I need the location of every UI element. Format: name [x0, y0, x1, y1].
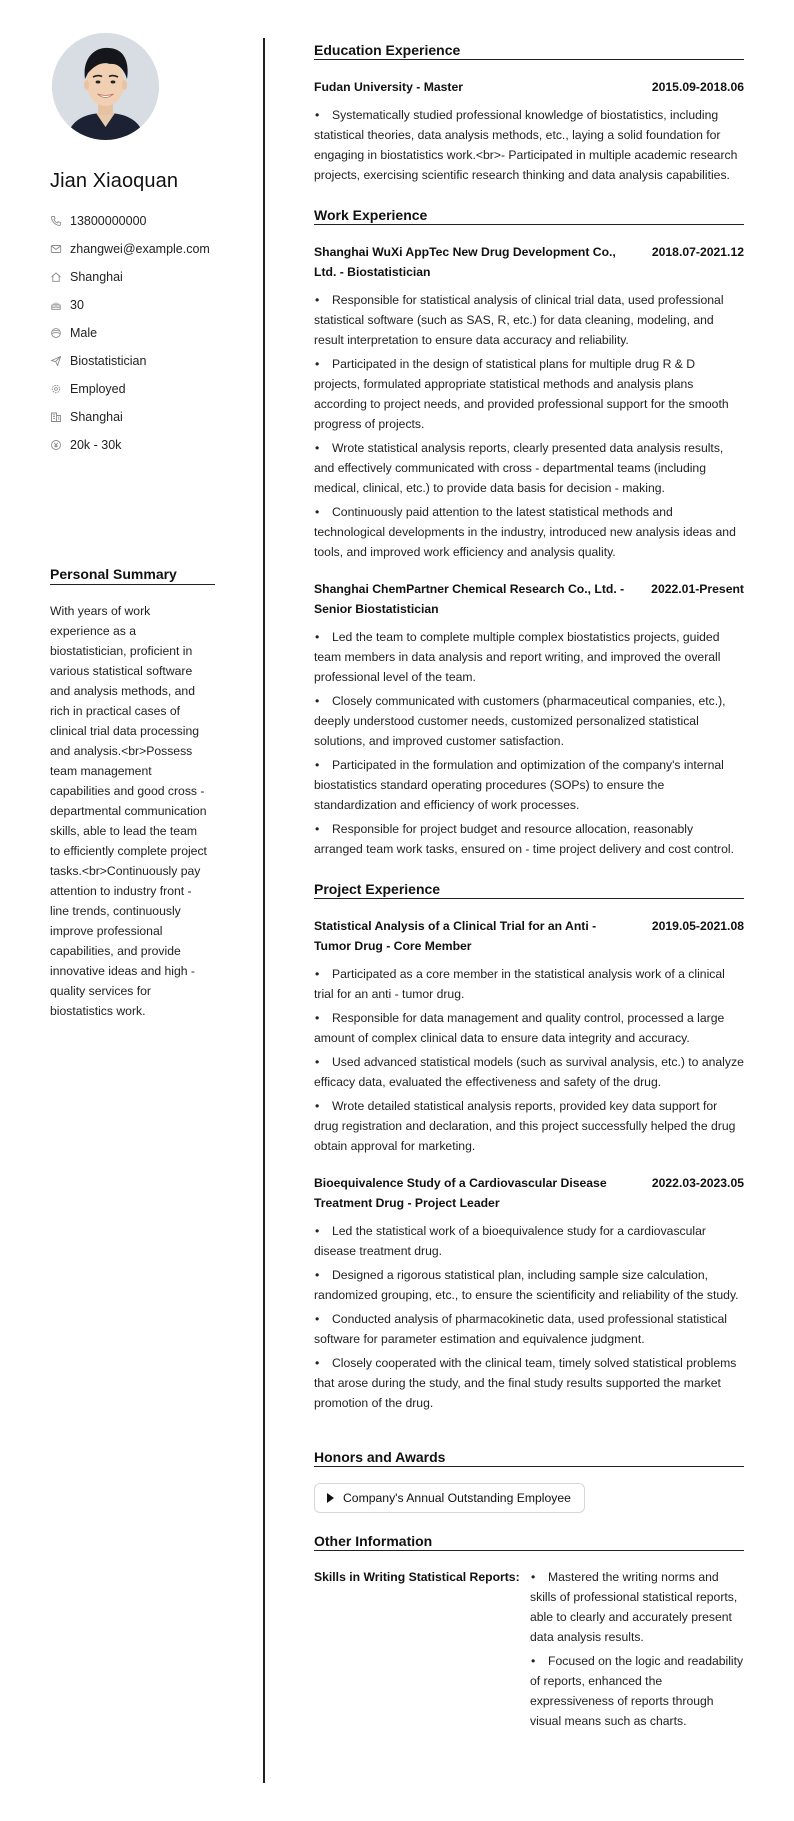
info-email [50, 235, 215, 263]
entry-header [314, 77, 744, 97]
other-info-row [314, 1567, 744, 1735]
info-position-value: Biostatistician [70, 354, 147, 368]
info-salary [50, 431, 215, 459]
personal-summary-title: Personal Summary [50, 566, 215, 585]
avatar [52, 33, 159, 140]
contact-info-list [50, 207, 215, 459]
award-label: Company's Annual Outstanding Employee [343, 1491, 571, 1505]
bullet-item: • Participated in the formulation and optimization of the company's internal biostatistics standard operating procedures (SOPs) to ensure the standardization and efficiency of work processes. [314, 755, 744, 815]
profile-name: Jian Xiaoquan [50, 170, 179, 192]
project-entry [314, 1173, 744, 1413]
entry-title: Bioequivalence Study of a Cardiovascular Disease Treatment Drug - Project Leader [314, 1176, 607, 1210]
entry-date: 2015.09-2018.06 [651, 80, 744, 94]
info-gender-value: Male [70, 326, 98, 340]
info-phone-value: 13800000000 [70, 214, 147, 228]
info-status [50, 375, 215, 403]
work-title: Work Experience [314, 207, 744, 225]
personal-summary-text: With years of work experience as a biostatistician, proficient in various statistical software and analysis methods, and rich in practical cases of clinical trial data processing and analysis.<br>Possess team management capabilities and good cross - departmental communication skills, able to lead the team to efficiently complete project tasks.<br>Continuously pay attention to industry front - line trends, continuously improve professional capabilities, and provide innovative ideas and high - quality services for biostatistics work. [50, 604, 207, 1018]
honors-title: Honors and Awards [314, 1449, 744, 1467]
entry-title: Fudan University - Master [314, 80, 463, 94]
personal-summary-section [50, 566, 215, 1021]
honors-section [314, 1449, 744, 1513]
entry-header [314, 1173, 744, 1213]
bullet-item: • Wrote detailed statistical analysis reports, provided key data support for drug registration and declaration, and this project successfully helped the drug obtain approval for marketing. [314, 1096, 744, 1156]
entry-title: Statistical Analysis of a Clinical Trial for an Anti - Tumor Drug - Core Member [314, 919, 597, 953]
mail-icon [50, 243, 62, 255]
column-divider [263, 38, 265, 1783]
info-gender [50, 319, 215, 347]
info-location-value: Shanghai [70, 270, 123, 284]
bullet-item: • Mastered the writing norms and skills of professional statistical reports, able to clearly and accurately present data analysis results. [530, 1567, 744, 1647]
entry-bullets [314, 1221, 744, 1413]
profile-sidebar [50, 33, 215, 459]
project-section [314, 881, 744, 1413]
other-info-section [314, 1533, 744, 1735]
bullet-item: • Designed a rigorous statistical plan, including sample size calculation, randomized grouping, etc., to ensure the scientificity and reliability of the study. [314, 1265, 744, 1305]
project-entry [314, 916, 744, 1156]
bullet-item: • Responsible for statistical analysis of clinical trial data, used professional statistical software (such as SAS, R, etc.) for data cleaning, modeling, and result interpretation to ensure data accuracy and reliability. [314, 290, 744, 350]
entry-header [314, 916, 744, 956]
bullet-item: • Used advanced statistical models (such as survival analysis, etc.) to analyze efficacy data, evaluated the effectiveness and safety of the drug. [314, 1052, 744, 1092]
entry-bullets [314, 627, 744, 859]
info-city [50, 403, 215, 431]
bullet-item: • Led the team to complete multiple complex biostatistics projects, guided team members in data analysis and report writing, and improved the overall professional level of the team. [314, 627, 744, 687]
entry-header [314, 579, 744, 619]
project-title: Project Experience [314, 881, 744, 899]
info-email-value: zhangwei@example.com [70, 242, 210, 256]
phone-icon [50, 215, 62, 227]
entry-title: Shanghai WuXi AppTec New Drug Development Co., Ltd. - Biostatistician [314, 245, 616, 279]
bullet-item: • Systematically studied professional knowledge of biostatistics, including statistical theories, data analysis methods, etc., laying a solid foundation for engaging in biostatistics work.<br>- Participated in multiple academic research projects, exercising scientific research thinking and data analysis capabilities. [314, 105, 744, 185]
send-icon [50, 355, 62, 367]
work-entry [314, 242, 744, 562]
entry-title: Shanghai ChemPartner Chemical Research Co., Ltd. - Senior Biostatistician [314, 582, 625, 616]
entry-date: 2019.05-2021.08 [651, 919, 744, 933]
info-age [50, 291, 215, 319]
work-entry [314, 579, 744, 859]
other-info-bullets [530, 1567, 744, 1735]
bullet-item: • Focused on the logic and readability of reports, enhanced the expressiveness of reports through visual means such as charts. [530, 1651, 744, 1731]
education-entry [314, 77, 744, 185]
triangle-right-icon [327, 1493, 334, 1503]
bullet-item: • Led the statistical work of a bioequivalence study for a cardiovascular disease treatment drug. [314, 1221, 744, 1261]
bullet-item: • Continuously paid attention to the latest statistical methods and technological developments in the industry, introduced new analysis ideas and tools, and improved work efficiency and analysis quality. [314, 502, 744, 562]
award-item[interactable] [314, 1483, 585, 1513]
info-location [50, 263, 215, 291]
info-age-value: 30 [70, 298, 84, 312]
bullet-item: • Responsible for project budget and resource allocation, reasonably arranged team work tasks, ensured on - time project delivery and cost control. [314, 819, 744, 859]
work-section [314, 207, 744, 859]
entry-bullets [314, 964, 744, 1156]
entry-date: 2022.03-2023.05 [651, 1176, 744, 1190]
bullet-item: • Closely communicated with customers (pharmaceutical companies, etc.), deeply understood customer needs, customized personalized statistical solutions, and improved customer satisfaction. [314, 691, 744, 751]
bullet-item: • Conducted analysis of pharmacokinetic data, used professional statistical software for parameter estimation and equivalence judgment. [314, 1309, 744, 1349]
bullet-item: • Closely cooperated with the clinical team, timely solved statistical problems that arose during the study, and the final study results supported the market promotion of the drug. [314, 1353, 744, 1413]
info-position [50, 347, 215, 375]
entry-bullets [314, 105, 744, 185]
info-city-value: Shanghai [70, 410, 123, 424]
entry-date: 2022.01-Present [651, 582, 744, 596]
home-icon [50, 271, 62, 283]
info-salary-value: 20k - 30k [70, 438, 122, 452]
cake-icon [50, 299, 62, 311]
education-title: Education Experience [314, 42, 744, 60]
bullet-item: • Wrote statistical analysis reports, clearly presented data analysis results, and effectively communicated with cross - departmental teams (including medical, clinical, etc.) to provide data basis for decision - making. [314, 438, 744, 498]
money-icon [50, 439, 62, 451]
bullet-item: • Responsible for data management and quality control, processed a large amount of complex clinical data to ensure data integrity and accuracy. [314, 1008, 744, 1048]
entry-bullets [314, 290, 744, 562]
main-content [314, 42, 744, 1757]
bullet-item: • Participated as a core member in the statistical analysis work of a clinical trial for an anti - tumor drug. [314, 964, 744, 1004]
entry-header [314, 242, 744, 282]
other-info-label: Skills in Writing Statistical Reports: [314, 1570, 520, 1584]
info-phone [50, 207, 215, 235]
entry-date: 2018.07-2021.12 [651, 245, 744, 259]
other-info-title: Other Information [314, 1533, 744, 1551]
status-icon [50, 383, 62, 395]
info-status-value: Employed [70, 382, 126, 396]
building-icon [50, 411, 62, 423]
bullet-item: • Participated in the design of statistical plans for multiple drug R & D projects, formulated appropriate statistical methods and analysis plans according to project needs, and provided professional support for the smooth progress of projects. [314, 354, 744, 434]
education-section [314, 42, 744, 185]
gender-icon [50, 327, 62, 339]
